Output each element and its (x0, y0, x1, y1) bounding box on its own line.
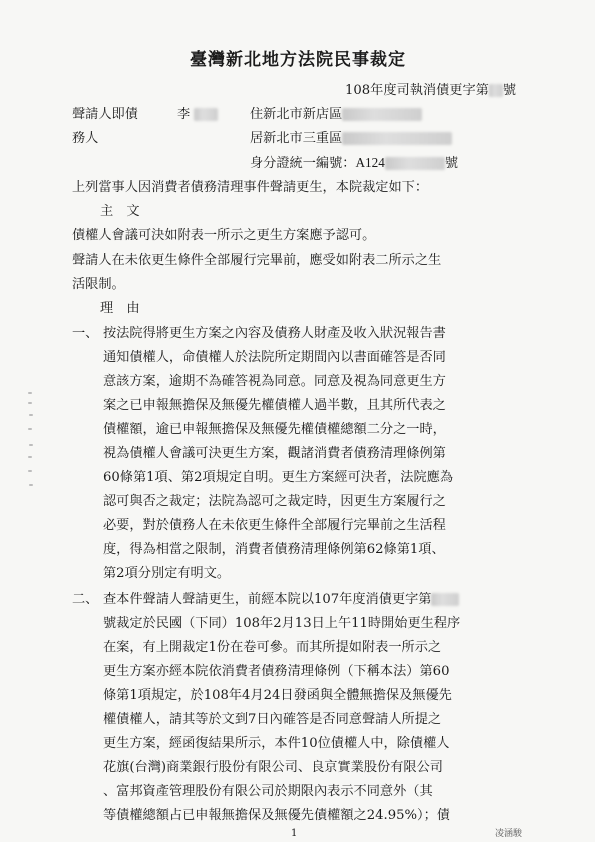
party-role-cont: 務人 (72, 131, 99, 146)
section-1-line: 案之已申報無擔保及無優先權債權人過半數，且其所代表之 (103, 398, 446, 413)
section-2-first-line: 查本件聲請人聲請更生，前經本院以107年度消債更字第 (103, 592, 459, 608)
party-role: 聲請人即債 (72, 107, 138, 122)
section-2-line: 在案，有上開裁定1份在卷可參。而其所提如附表一所示之 (103, 640, 442, 655)
section-2-marker: 二、 (72, 592, 99, 607)
section-2-line: 等債權總額占已申報無擔保及無優先債權額之24.95%）；債 (103, 808, 450, 823)
redacted-case-no-2 (431, 593, 459, 606)
section-1-line: 意該方案，逾期不為確答視為同意。同意及視為同意更生方 (103, 374, 446, 389)
redacted-address-2 (342, 132, 452, 145)
section-2-line: 、富邦資產管理股份有限公司於期限內表示不同意外（其 (103, 784, 433, 799)
main-heading: 主 文 (100, 204, 140, 219)
party-address-2: 居新北市三重區 (250, 131, 452, 147)
intro-text: 上列當事人因消費者債務清理事件聲請更生，本院裁定如下： (72, 180, 429, 195)
section-2-line: 花旗(台灣)商業銀行股份有限公司、良京實業股份有限公司 (103, 760, 443, 775)
section-2-line: 更生方案亦經本院依消費者債務清理條例（下稱本法）第60 (103, 664, 450, 679)
redacted-name (194, 108, 218, 121)
section-2-line: 號裁定於民國（下同）108年2月13日上午11時開始更生程序 (103, 616, 461, 631)
section-2-line: 更生方案，經函復結果所示，本件10位債權人中，除債權人 (103, 736, 450, 751)
party-address-1: 住新北市新店區 (250, 107, 422, 123)
section-1-line: 債權額，逾已申報無擔保及無優先權債權總額二分之一時， (103, 422, 446, 437)
page-number: 1 (291, 828, 298, 839)
redacted-id (385, 157, 445, 170)
clerk-stamp: 凌涵駿 (495, 829, 523, 839)
main-text-2: 聲請人在未依更生條件全部履行完畢前，應受如附表二所示之生 (72, 253, 442, 268)
redacted-address-1 (342, 108, 422, 121)
section-2-line: 權債權人，請其等於文到7日內確答是否同意聲請人所提之 (103, 712, 442, 727)
case-number: 108年度司執消債更字第 號 (345, 83, 517, 98)
main-text-1: 債權人會議可決如附表一所示之更生方案應予認可。 (72, 228, 376, 243)
section-1-line: 按法院得將更生方案之內容及債務人財產及收入狀況報告書 (103, 326, 446, 341)
redacted-case-no (489, 84, 503, 97)
section-1-line: 視為債權人會議可決更生方案，觀諸消費者債務清理條例第 (103, 446, 446, 461)
section-1-line: 認可與否之裁定；法院為認可之裁定時，因更生方案履行之 (103, 494, 446, 509)
section-1-line: 第2項分別定有明文。 (103, 566, 231, 581)
section-1-line: 度，得為相當之限制，消費者債務清理條例第62條第1項、 (103, 542, 445, 557)
section-1-line: 必要，對於債務人在未依更生條件全部履行完畢前之生活程 (103, 518, 446, 533)
section-1-line: 通知債權人，命債權人於法院所定期間內以書面確答是否同 (103, 350, 446, 365)
party-id: 身分證統一編號：A124 號 (250, 155, 458, 171)
section-1-marker: 一、 (72, 326, 99, 341)
party-name: 李 (177, 107, 218, 123)
section-2-line: 條第1項規定，於108年4月24日發函與全體無擔保及無優先 (103, 688, 452, 703)
section-1-line: 60條第1項、第2項規定自明。更生方案經可決者，法院應為 (103, 470, 454, 485)
document-title: 臺灣新北地方法院民事裁定 (190, 50, 406, 70)
reason-heading: 理 由 (100, 301, 140, 316)
main-text-3: 活限制。 (72, 277, 125, 292)
